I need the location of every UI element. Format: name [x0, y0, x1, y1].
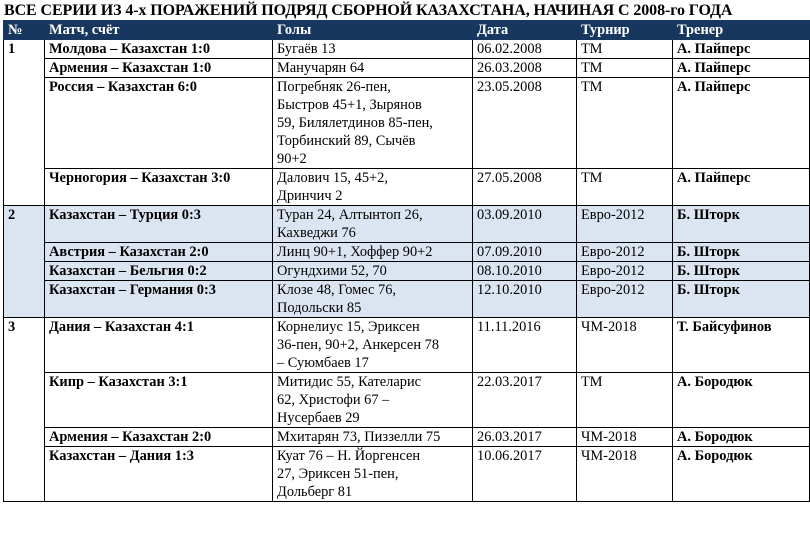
coach: Б. Шторк	[673, 262, 810, 281]
match-date: 10.06.2017	[473, 447, 577, 502]
header-num: №	[4, 21, 45, 40]
coach: А. Пайперс	[673, 169, 810, 206]
match-date: 06.02.2008	[473, 40, 577, 59]
goals-line: Подольски 85	[277, 300, 362, 316]
header-row	[4, 21, 810, 40]
goals-line: 27, Эриксен 51-пен,	[277, 466, 399, 482]
goals-line: Дринчич 2	[277, 188, 343, 204]
match-score: Казахстан – Дания 1:3	[45, 447, 273, 502]
match-date: 26.03.2017	[473, 428, 577, 447]
goals-line: Манучарян 64	[277, 60, 365, 76]
goals-cell	[273, 243, 473, 262]
coach: А. Пайперс	[673, 78, 810, 169]
goals-line: Мхитарян 73, Пиззелли 75	[277, 429, 441, 445]
table-row	[4, 281, 810, 318]
tournament: ТМ	[577, 59, 673, 78]
match-date: 22.03.2017	[473, 373, 577, 428]
goals-line: Корнелиус 15, Эриксен	[277, 319, 420, 335]
match-score: Казахстан – Германия 0:3	[45, 281, 273, 318]
series-number	[4, 447, 45, 502]
goals-line: Огундхими 52, 70	[277, 263, 387, 279]
header-tournament: Турнир	[577, 21, 673, 40]
coach: Б. Шторк	[673, 281, 810, 318]
goals-line: 36-пен, 90+2, Анкерсен 78	[277, 337, 440, 353]
goals-cell	[273, 59, 473, 78]
match-score: Австрия – Казахстан 2:0	[45, 243, 273, 262]
coach: А. Пайперс	[673, 59, 810, 78]
goals-line: Погребняк 26-пен,	[277, 79, 391, 95]
goals-line: Торбинский 89, Сычёв	[277, 133, 416, 149]
goals-line: Бугаёв 13	[277, 41, 336, 57]
coach: Т. Байсуфинов	[673, 318, 810, 373]
goals-cell	[273, 169, 473, 206]
table-row	[4, 40, 810, 59]
goals-line: Линц 90+1, Хоффер 90+2	[277, 244, 433, 260]
goals-cell	[273, 373, 473, 428]
goals-cell	[273, 78, 473, 169]
tournament: ТМ	[577, 373, 673, 428]
series-number	[4, 59, 45, 78]
match-date: 26.03.2008	[473, 59, 577, 78]
table-row	[4, 78, 810, 169]
series-number: 2	[4, 206, 45, 243]
tournament: ЧМ-2018	[577, 428, 673, 447]
table-row	[4, 206, 810, 243]
coach: Б. Шторк	[673, 206, 810, 243]
match-date: 27.05.2008	[473, 169, 577, 206]
match-score: Кипр – Казахстан 3:1	[45, 373, 273, 428]
defeats-table	[3, 20, 810, 502]
goals-line: Далович 15, 45+2,	[277, 170, 388, 186]
series-number	[4, 262, 45, 281]
coach: А. Бородюк	[673, 428, 810, 447]
goals-line: 62, Христофи 67 –	[277, 392, 390, 408]
goals-line: 59, Билялетдинов 85-пен,	[277, 115, 433, 131]
tournament: Евро-2012	[577, 243, 673, 262]
tournament: ТМ	[577, 40, 673, 59]
series-number: 3	[4, 318, 45, 373]
header-goals: Голы	[273, 21, 473, 40]
table-row	[4, 169, 810, 206]
goals-cell	[273, 318, 473, 373]
series-number	[4, 373, 45, 428]
match-date: 07.09.2010	[473, 243, 577, 262]
match-date: 12.10.2010	[473, 281, 577, 318]
goals-line: Быстров 45+1, Зырянов	[277, 97, 422, 113]
series-number	[4, 281, 45, 318]
header-coach: Тренер	[673, 21, 810, 40]
coach: А. Бородюк	[673, 447, 810, 502]
match-score: Россия – Казахстан 6:0	[45, 78, 273, 169]
tournament: ТМ	[577, 78, 673, 169]
series-number	[4, 243, 45, 262]
goals-cell	[273, 262, 473, 281]
table-row	[4, 318, 810, 373]
goals-cell	[273, 447, 473, 502]
goals-line: Туран 24, Алтынтоп 26,	[277, 207, 423, 223]
goals-cell	[273, 40, 473, 59]
match-score: Молдова – Казахстан 1:0	[45, 40, 273, 59]
coach: А. Пайперс	[673, 40, 810, 59]
series-number: 1	[4, 40, 45, 59]
goals-line: – Суюмбаев 17	[277, 355, 369, 371]
series-number	[4, 428, 45, 447]
match-date: 23.05.2008	[473, 78, 577, 169]
coach: Б. Шторк	[673, 243, 810, 262]
goals-line: Куат 76 – Н. Йоргенсен	[277, 448, 421, 464]
goals-line: Дольберг 81	[277, 484, 353, 500]
coach: А. Бородюк	[673, 373, 810, 428]
header-match: Матч, счёт	[45, 21, 273, 40]
table-row	[4, 373, 810, 428]
tournament: Евро-2012	[577, 281, 673, 318]
table-row	[4, 243, 810, 262]
match-score: Армения – Казахстан 2:0	[45, 428, 273, 447]
table-row	[4, 59, 810, 78]
match-score: Черногория – Казахстан 3:0	[45, 169, 273, 206]
goals-cell	[273, 428, 473, 447]
table-row	[4, 447, 810, 502]
goals-line: Кахведжи 76	[277, 225, 356, 241]
tournament: ЧМ-2018	[577, 447, 673, 502]
goals-cell	[273, 206, 473, 243]
match-score: Армения – Казахстан 1:0	[45, 59, 273, 78]
match-score: Дания – Казахстан 4:1	[45, 318, 273, 373]
series-number	[4, 169, 45, 206]
series-number	[4, 78, 45, 169]
goals-line: Нусербаев 29	[277, 410, 360, 426]
table-row	[4, 262, 810, 281]
tournament: Евро-2012	[577, 206, 673, 243]
match-score: Казахстан – Бельгия 0:2	[45, 262, 273, 281]
tournament: Евро-2012	[577, 262, 673, 281]
match-date: 11.11.2016	[473, 318, 577, 373]
goals-cell	[273, 281, 473, 318]
match-score: Казахстан – Турция 0:3	[45, 206, 273, 243]
goals-line: Клозе 48, Гомес 76,	[277, 282, 397, 298]
table-row	[4, 428, 810, 447]
tournament: ТМ	[577, 169, 673, 206]
header-date: Дата	[473, 21, 577, 40]
table-title: ВСЕ СЕРИИ ИЗ 4-х ПОРАЖЕНИЙ ПОДРЯД СБОРНОЙ КАЗАХСТАНА, НАЧИНАЯ С 2008-го ГОДА	[4, 2, 733, 19]
match-date: 03.09.2010	[473, 206, 577, 243]
goals-line: 90+2	[277, 151, 307, 167]
tournament: ЧМ-2018	[577, 318, 673, 373]
goals-line: Митидис 55, Кателарис	[277, 374, 422, 390]
match-date: 08.10.2010	[473, 262, 577, 281]
